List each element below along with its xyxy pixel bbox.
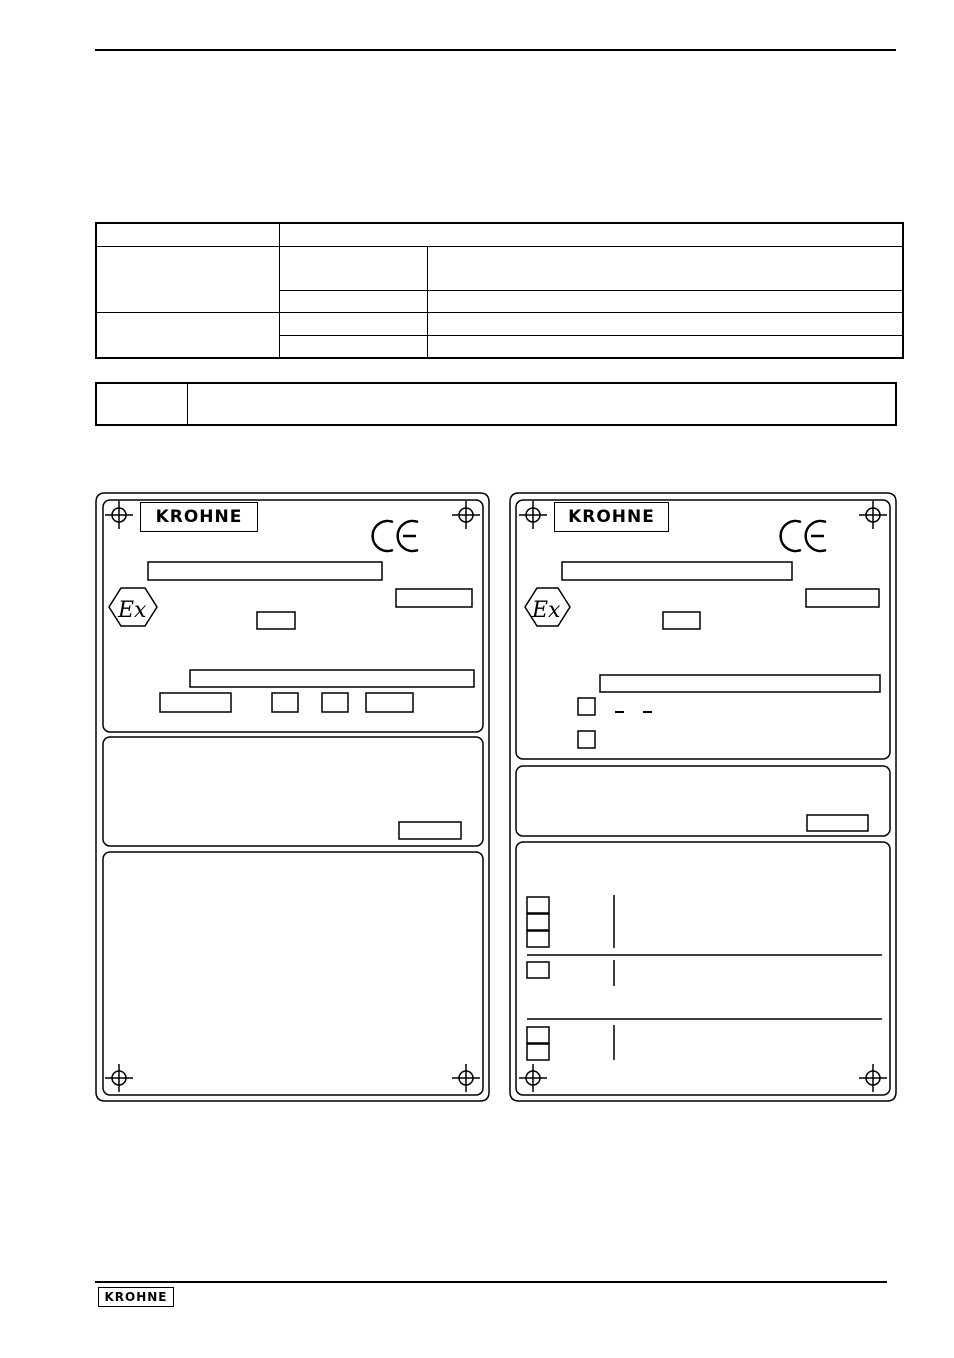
- spec-cell-r3c2: [280, 290, 428, 312]
- spec-cell-r4c1: [96, 312, 280, 358]
- upper-panel: [103, 500, 483, 732]
- ex-hexagon-icon: [109, 588, 157, 626]
- field-a: [160, 693, 231, 712]
- crosshair-hole-icon: [105, 501, 480, 1092]
- field-type: [562, 562, 792, 580]
- logo-text: KROHNE: [155, 507, 243, 527]
- svg-text:Ex: Ex: [532, 598, 561, 623]
- spec-cell-r3c3: [428, 290, 904, 312]
- field-type: [148, 562, 382, 580]
- note-box: [95, 382, 897, 426]
- spec-cell-r1c1: [96, 223, 280, 246]
- option-group: [527, 895, 882, 1060]
- plate-outline: [96, 493, 489, 1101]
- field-long: [190, 670, 474, 687]
- lower-panel: [516, 842, 890, 1095]
- nameplate-left-logo: [140, 502, 258, 532]
- ex-hexagon-icon: [525, 588, 570, 626]
- spec-cell-r4c3: [428, 312, 904, 335]
- ce-mark-icon: [373, 521, 418, 551]
- footer-logo: [98, 1287, 174, 1307]
- plate-outline: [510, 493, 896, 1101]
- middle-panel: [516, 766, 890, 836]
- field-cert: [806, 589, 879, 607]
- note-text-cell: [188, 383, 897, 425]
- field-b: [272, 693, 298, 712]
- spec-cell-r5c2: [280, 335, 428, 358]
- middle-panel: [103, 737, 483, 846]
- field-small: [663, 612, 700, 629]
- header-rule: [95, 49, 896, 51]
- lower-panel: [103, 852, 483, 1095]
- spec-cell-r4c2: [280, 312, 428, 335]
- field-d: [366, 693, 413, 712]
- nameplate-right-logo: [554, 502, 669, 532]
- spec-cell-r2c2: [280, 246, 428, 290]
- spec-cell-r2c3: [428, 246, 904, 290]
- note-label-cell: [96, 383, 188, 425]
- upper-panel: [516, 500, 890, 759]
- spec-cell-r1c2: [280, 223, 904, 246]
- checkbox-2: [578, 731, 595, 748]
- logo-text: KROHNE: [104, 1290, 168, 1304]
- field-c: [322, 693, 348, 712]
- ce-mark-icon: [781, 521, 826, 551]
- spec-cell-r5c3: [428, 335, 904, 358]
- field-mid: [399, 822, 461, 839]
- crosshair-hole-icon: [519, 501, 887, 1092]
- field-mid: [807, 815, 868, 831]
- footer-rule: [95, 1281, 887, 1283]
- field-small: [257, 612, 295, 629]
- logo-text: KROHNE: [568, 507, 655, 527]
- field-long: [600, 675, 880, 692]
- spec-cell-r2c1: [96, 246, 280, 312]
- spec-table: [95, 222, 904, 359]
- field-cert: [396, 589, 472, 607]
- svg-text:Ex: Ex: [118, 598, 147, 623]
- checkbox-1: [578, 698, 595, 715]
